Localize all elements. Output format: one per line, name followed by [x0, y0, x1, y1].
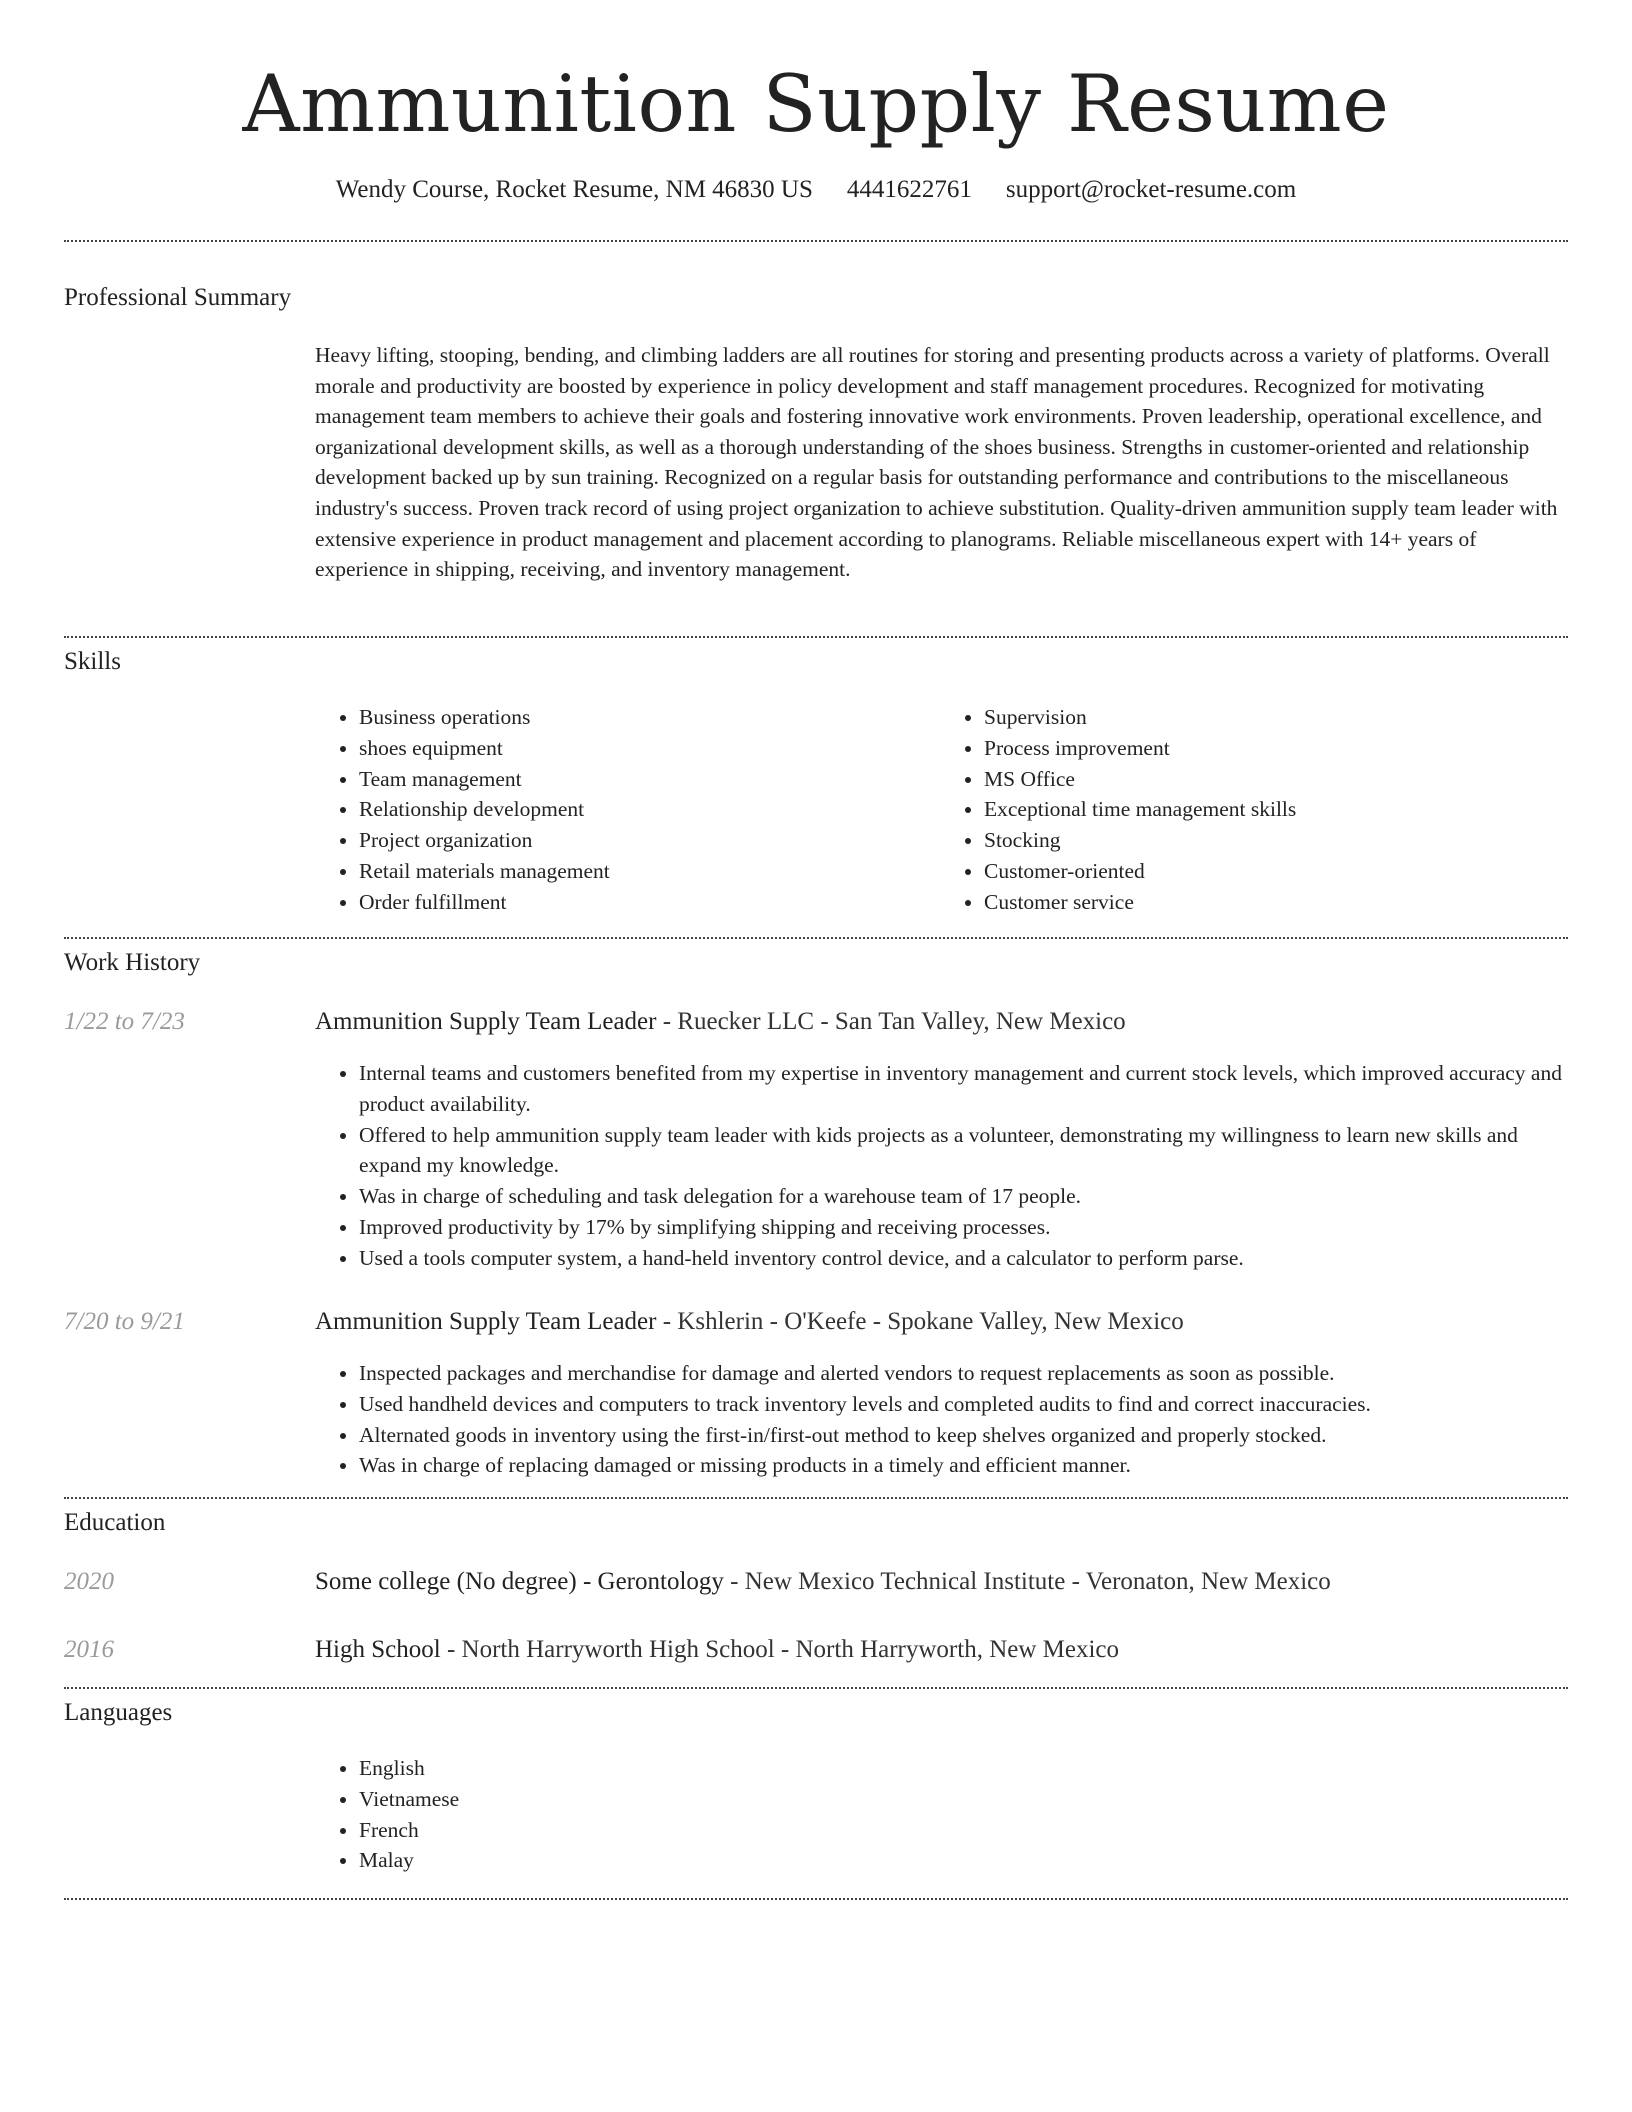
- education-details: - New Mexico Technical Institute - Veronaton, New Mexico: [723, 1568, 1331, 1595]
- job-bullet: • Improved productivity by 17% by simplifying shipping and receiving processes.: [359, 1212, 1565, 1243]
- education-degree: Some college (No degree) - Gerontology: [315, 1568, 724, 1595]
- skill-item: • Relationship development: [359, 794, 940, 825]
- divider: [64, 636, 1568, 638]
- language-item: • Malay: [359, 1845, 1565, 1876]
- skill-item: • Exceptional time management skills: [984, 794, 1565, 825]
- skill-item: • shoes equipment: [359, 733, 940, 764]
- divider: [64, 937, 1568, 939]
- skills-column-left: [315, 702, 940, 918]
- skill-item: • Customer-oriented: [984, 856, 1565, 887]
- section-heading-work: Work History: [64, 949, 201, 976]
- education-year: 2016: [64, 1636, 114, 1663]
- job-details: - Ruecker LLC - San Tan Valley, New Mexico: [656, 1008, 1126, 1035]
- skill-item: • Retail materials management: [359, 856, 940, 887]
- job-bullet: • Used a tools computer system, a hand-held inventory control device, and a calculator to perform parse.: [359, 1243, 1565, 1274]
- skill-item: • Team management: [359, 764, 940, 795]
- skill-item: • Stocking: [984, 825, 1565, 856]
- education-entry: [315, 1568, 1331, 1596]
- section-heading-languages: Languages: [64, 1699, 173, 1726]
- job-bullets: [315, 1358, 1565, 1481]
- job-dates: 7/20 to 9/21: [64, 1308, 185, 1335]
- job-bullet: • Inspected packages and merchandise for damage and alerted vendors to request replacements as soon as possible.: [359, 1358, 1565, 1389]
- skill-item: • Project organization: [359, 825, 940, 856]
- job-dates: 1/22 to 7/23: [64, 1008, 185, 1035]
- language-item: • Vietnamese: [359, 1784, 1565, 1815]
- languages-list: [315, 1753, 1565, 1876]
- skill-item: • Supervision: [984, 702, 1565, 733]
- job-title: Ammunition Supply Team Leader: [315, 1308, 657, 1335]
- divider: [64, 240, 1568, 242]
- job-bullet: • Offered to help ammunition supply team leader with kids projects as a volunteer, demonstrating my willingness to learn new skills and expand my knowledge.: [359, 1120, 1565, 1182]
- skill-item: • Business operations: [359, 702, 940, 733]
- skill-item: • Order fulfillment: [359, 887, 940, 918]
- education-year: 2020: [64, 1568, 114, 1595]
- skills-list: [315, 702, 1565, 918]
- language-item: • English: [359, 1753, 1565, 1784]
- education-details: - North Harryworth High School - North Harryworth, New Mexico: [440, 1636, 1120, 1663]
- page-title: Ammunition Supply Resume: [242, 58, 1390, 150]
- education-degree: High School: [315, 1636, 441, 1663]
- divider: [64, 1687, 1568, 1689]
- divider: [64, 1898, 1568, 1900]
- skill-item: • Customer service: [984, 887, 1565, 918]
- job-header: [315, 1308, 1184, 1336]
- skill-item: • MS Office: [984, 764, 1565, 795]
- job-bullet: • Was in charge of replacing damaged or missing products in a timely and efficient manner.: [359, 1450, 1565, 1481]
- job-header: [315, 1008, 1126, 1036]
- skills-column-right: [940, 702, 1565, 918]
- job-bullet: • Was in charge of scheduling and task delegation for a warehouse team of 17 people.: [359, 1181, 1565, 1212]
- divider: [64, 1497, 1568, 1499]
- skill-item: • Process improvement: [984, 733, 1565, 764]
- summary-block: [315, 340, 1565, 585]
- job-bullet: • Internal teams and customers benefited from my expertise in inventory management and current stock levels, which improved accuracy and product availability.: [359, 1058, 1565, 1120]
- section-heading-education: Education: [64, 1509, 166, 1536]
- job-details: - Kshlerin - O'Keefe - Spokane Valley, New Mexico: [656, 1308, 1184, 1335]
- contact-email: support@rocket-resume.com: [1005, 176, 1297, 203]
- section-heading-summary: Professional Summary: [64, 284, 292, 311]
- contact-address: Wendy Course, Rocket Resume, NM 46830 US: [335, 176, 813, 203]
- contact-line: [0, 176, 1632, 204]
- job-title: Ammunition Supply Team Leader: [315, 1008, 657, 1035]
- education-entry: [315, 1636, 1119, 1664]
- contact-phone: 4441622761: [846, 176, 972, 203]
- job-bullets: [315, 1058, 1565, 1274]
- job-bullet: • Alternated goods in inventory using the first-in/first-out method to keep shelves organized and properly stocked.: [359, 1420, 1565, 1451]
- job-bullet: • Used handheld devices and computers to track inventory levels and completed audits to find and correct inaccuracies.: [359, 1389, 1565, 1420]
- section-heading-skills: Skills: [64, 648, 121, 675]
- language-item: • French: [359, 1815, 1565, 1846]
- summary-text: Heavy lifting, stooping, bending, and climbing ladders are all routines for storing and presenting products across a variety of platforms. Overall morale and productivity are boosted by experience in policy development and staff management procedures. Recognized for motivating management team members to achieve their goals and fostering innovative work environments. Proven leadership, operational excellence, and organizational development skills, as well as a thorough understanding of the shoes business. Strengths in customer-oriented and relationship development backed up by sun training. Recognized on a regular basis for outstanding performance and contributions to the miscellaneous industry's success. Proven track record of using project organization to achieve substitution. Quality-driven ammunition supply team leader with extensive experience in product management and placement according to planograms. Reliable miscellaneous expert with 14+ years of experience in shipping, receiving, and inventory management.: [315, 343, 1558, 582]
